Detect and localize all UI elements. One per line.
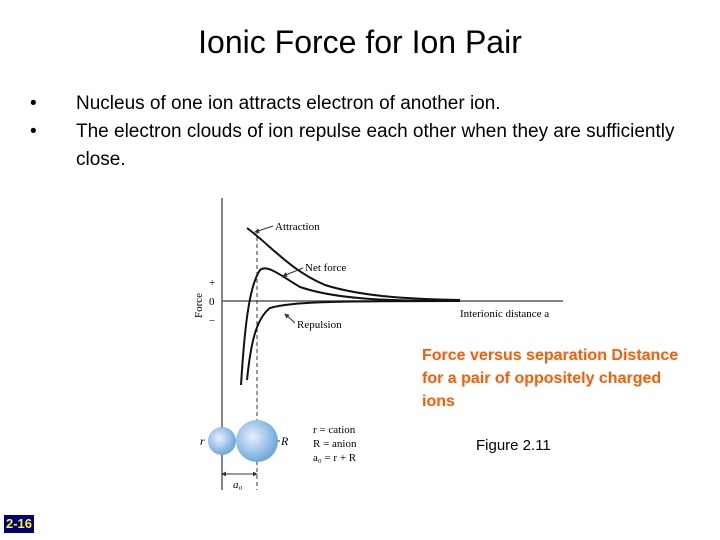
slide-title: Ionic Force for Ion Pair: [198, 24, 522, 60]
plus-sign: +: [209, 277, 216, 289]
minus-sign: −: [209, 315, 216, 327]
net-force-label: Net force: [305, 262, 347, 274]
x-axis-label: Interionic distance a: [460, 308, 550, 320]
attraction-label: Attraction: [275, 221, 320, 233]
bullet-list: [30, 90, 710, 174]
repulsion-arrow: [285, 314, 295, 323]
repulsion-label: Repulsion: [297, 319, 342, 331]
y-axis-label: Force: [193, 292, 205, 318]
zero-label: 0: [209, 296, 215, 308]
legend-anion: R = anion: [313, 438, 357, 450]
legend-a0: a₀ = r + R: [313, 452, 357, 464]
bullet-text: Nucleus of one ion attracts electron of another ion.: [76, 93, 501, 114]
attraction-curve: [247, 228, 460, 300]
bullet-item: [30, 118, 710, 174]
bullet-item: [30, 90, 710, 118]
cation-ion: [208, 427, 236, 455]
cation-radius-label: r: [200, 434, 205, 448]
anion-ion: [236, 420, 278, 462]
legend-cation: r = cation: [313, 424, 356, 436]
attraction-arrow: [255, 226, 273, 232]
bullet-text: The electron clouds of ion repulse each other when they are sufficiently close.: [76, 121, 675, 170]
figure-number: Figure 2.11: [476, 437, 551, 454]
bullet-dot: •: [30, 93, 37, 114]
figure-caption: Force versus separation Distance for a pair of oppositely charged ions: [422, 347, 679, 410]
a0-label: a₀: [233, 479, 243, 491]
page-number: 2-16: [6, 516, 33, 531]
anion-radius-label: R: [281, 434, 289, 448]
bullet-dot: •: [30, 121, 37, 142]
